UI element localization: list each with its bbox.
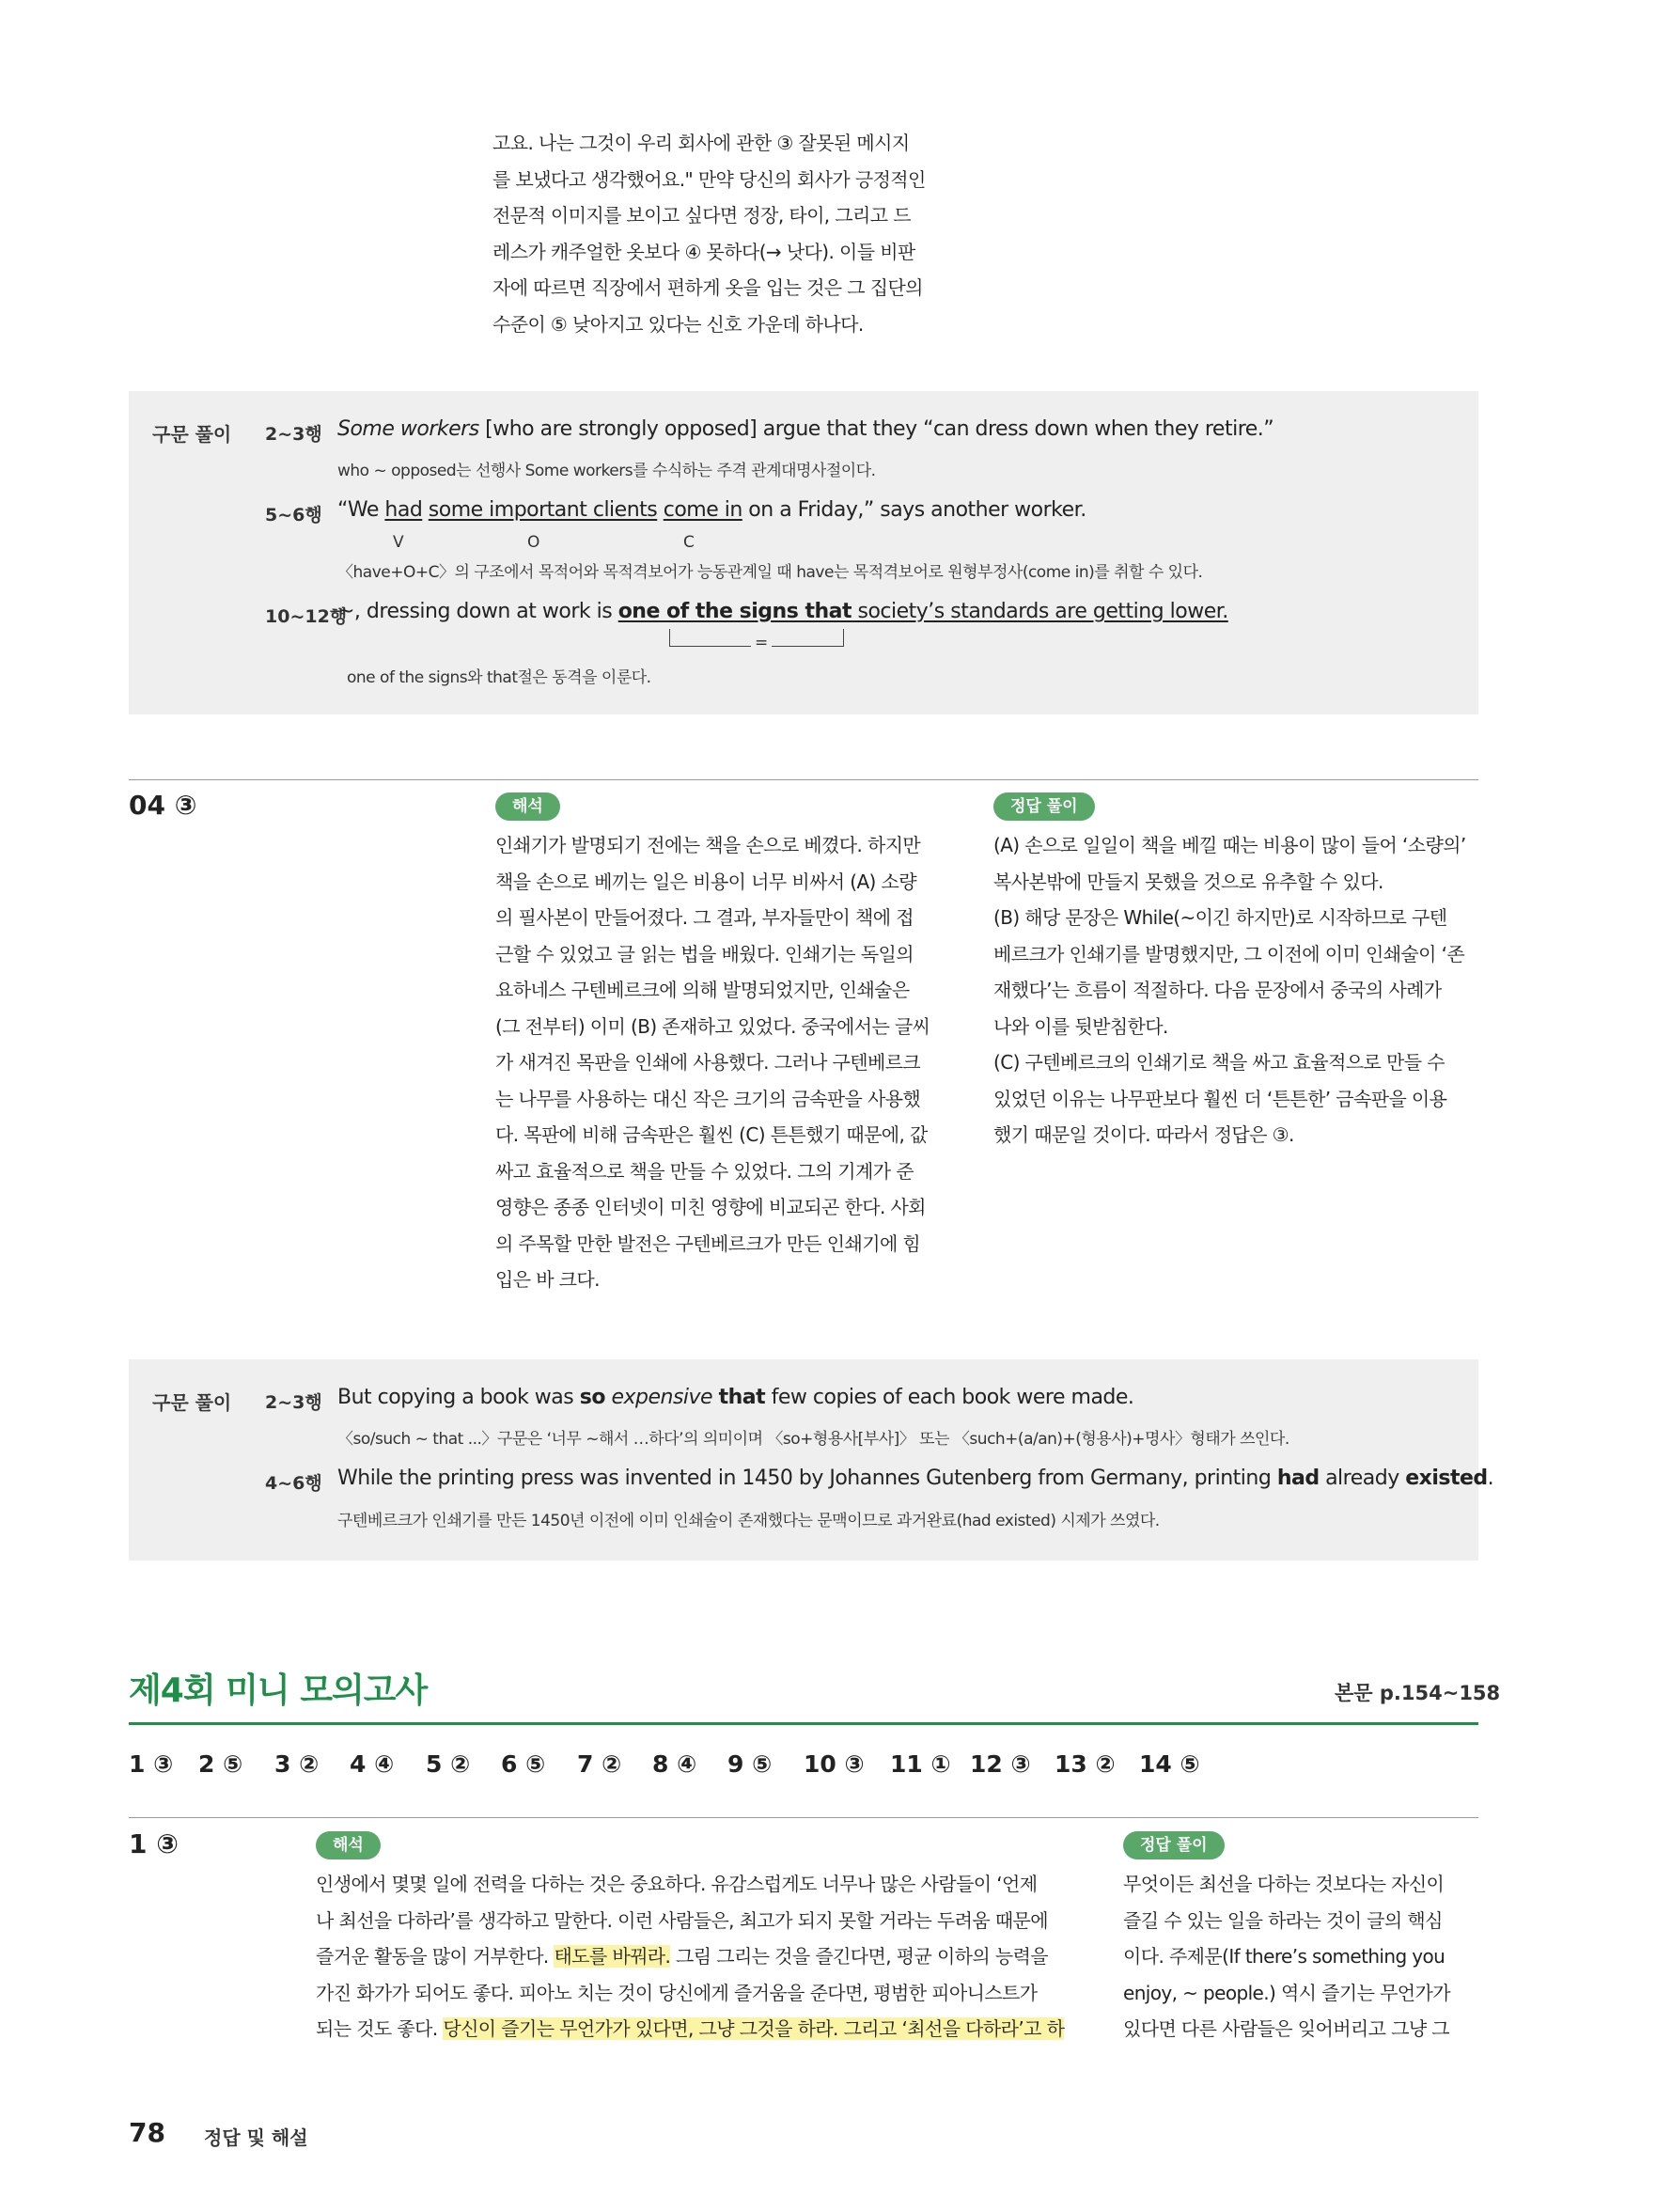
syntax-box-2 bbox=[129, 1359, 1494, 1561]
sentence-text: society’s standards are getting lower. bbox=[852, 600, 1228, 623]
syntax-heading: 구문 풀이 bbox=[152, 423, 232, 446]
text-line: 가 새겨진 목판을 인쇄에 사용했다. 그러나 구텐베르크 bbox=[495, 1051, 921, 1074]
syntax-note: 〈have+O+C〉의 구조에서 목적어와 목적격보어가 능동관계일 때 have는 목적격보어로 원형부정사(come in)를 취할 수 있다. bbox=[337, 563, 1203, 582]
text-line: 싸고 효율적으로 책을 만들 수 있었다. 그의 기계가 준 bbox=[495, 1159, 914, 1183]
answer-item: 5 ② bbox=[426, 1750, 471, 1778]
syntax-heading: 구문 풀이 bbox=[152, 1391, 232, 1414]
line-ref: 2~3행 bbox=[265, 1392, 322, 1413]
subject-text: Some workers bbox=[337, 417, 479, 441]
verb-mark: V bbox=[393, 533, 404, 552]
top-paragraph bbox=[492, 125, 962, 342]
text-line: 자에 따르면 직장에서 편하게 옷을 입는 것은 그 집단의 bbox=[492, 276, 923, 299]
text-line: 이다. 주제문(If there’s something you bbox=[1123, 1945, 1445, 1968]
text-line: enjoy, ~ people.) 역시 즐기는 무언가가 bbox=[1123, 1981, 1450, 2004]
bold-word: that bbox=[718, 1386, 766, 1409]
text-line: 를 보냈다고 생각했어요." 만약 당신의 회사가 긍정적인 bbox=[492, 167, 926, 191]
text-segment: 즐거운 활동을 많이 거부한다. bbox=[316, 1945, 555, 1968]
text-line: 근할 수 있었고 글 읽는 법을 배웠다. 인쇄기는 독일의 bbox=[495, 942, 914, 965]
text-line: 의 주목할 만한 발전은 구텐베르크가 만든 인쇄기에 힘 bbox=[495, 1232, 921, 1255]
sentence-text: “We bbox=[337, 498, 385, 522]
verb-text: had bbox=[384, 498, 423, 522]
sentence-text: . bbox=[1487, 1467, 1494, 1490]
text-line: (그 전부터) 이미 (B) 존재하고 있었다. 중국에서는 글씨 bbox=[495, 1014, 930, 1038]
object-text: some important clients bbox=[428, 498, 658, 522]
answer-item: 9 ⑤ bbox=[727, 1750, 773, 1778]
text-line: 무엇이든 최선을 다하는 것보다는 자신이 bbox=[1123, 1873, 1445, 1895]
highlighted-text: 당신이 즐기는 무언가가 있다면, 그냥 그것을 하라. 그리고 ‘최선을 다하라’고 하 bbox=[443, 2017, 1065, 2040]
text-line: 인생에서 몇몇 일에 전력을 다하는 것은 중요하다. 유감스럽게도 너무나 많은 사람들이 ‘언제 bbox=[316, 1873, 1038, 1895]
answer-item: 12 ③ bbox=[970, 1750, 1031, 1778]
sentence-text: few copies of each book were made. bbox=[765, 1386, 1134, 1409]
bold-word: so bbox=[579, 1386, 605, 1409]
text-line: (C) 구텐베르크의 인쇄기로 책을 싸고 효율적으로 만들 수 bbox=[993, 1051, 1445, 1074]
syntax-note: 구텐베르크가 인쇄기를 만든 1450년 이전에 이미 인쇄술이 존재했다는 문맥이므로 과거완료(had existed) 시제가 쓰였다. bbox=[337, 1512, 1160, 1530]
text-segment: 그림 그리는 것을 즐긴다면, 평균 이하의 능력을 bbox=[670, 1945, 1049, 1968]
question-number: 04 ③ bbox=[129, 790, 197, 821]
answer-item: 10 ③ bbox=[804, 1750, 865, 1778]
text-segment: 되는 것도 좋다. bbox=[316, 2017, 444, 2040]
equals-mark: = bbox=[751, 634, 772, 652]
text-line: 의 필사본이 만들어졌다. 그 결과, 부자들만이 책에 접 bbox=[495, 906, 914, 929]
text-line: 인쇄기가 발명되기 전에는 책을 손으로 베꼈다. 하지만 bbox=[495, 834, 921, 856]
complement-text: come in bbox=[663, 498, 742, 522]
text-line: 고요. 나는 그것이 우리 회사에 관한 ③ 잘못된 메시지 bbox=[492, 132, 910, 154]
text-line: 요하네스 구텐베르크에 의해 발명되었지만, 인쇄술은 bbox=[495, 979, 910, 1001]
highlighted-text: 태도를 바꿔라. bbox=[554, 1945, 671, 1968]
bold-word: existed bbox=[1405, 1467, 1488, 1490]
syntax-sentence bbox=[337, 1467, 1493, 1490]
sentence-text: ~, dressing down at work is bbox=[337, 600, 618, 623]
text-line: (A) 손으로 일일이 책을 베낄 때는 비용이 많이 들어 ‘소량의’ bbox=[993, 834, 1466, 856]
line-ref: 4~6행 bbox=[265, 1473, 322, 1494]
answer-item: 7 ② bbox=[577, 1750, 622, 1778]
page-reference: 본문 p.154~158 bbox=[1335, 1682, 1501, 1704]
bold-phrase: one of the signs that bbox=[617, 600, 852, 623]
sentence-text: [who are strongly opposed] argue that they “can dress down when they retire.” bbox=[478, 417, 1274, 441]
syntax-box-1 bbox=[129, 391, 1478, 714]
text-line: (B) 해당 문장은 While(~이긴 하지만)로 시작하므로 구텐 bbox=[993, 906, 1447, 929]
italic-word: expensive bbox=[611, 1386, 713, 1409]
text-line: 있다면 다른 사람들은 잊어버리고 그냥 그 bbox=[1123, 2017, 1450, 2040]
answer-explanation-pill: 정답 풀이 bbox=[1123, 1831, 1225, 1859]
translation-pill: 해석 bbox=[316, 1831, 381, 1859]
complement-mark: C bbox=[683, 533, 695, 552]
title-underline bbox=[129, 1722, 1478, 1725]
page-number: 78 bbox=[129, 2117, 165, 2148]
answer-item: 11 ① bbox=[890, 1750, 951, 1778]
syntax-note: one of the signs와 that절은 동격을 이룬다. bbox=[347, 668, 651, 687]
answer-item: 13 ② bbox=[1055, 1750, 1116, 1778]
translation-text bbox=[495, 827, 965, 1298]
text-line: 는 나무를 사용하는 대신 작은 크기의 금속판을 사용했 bbox=[495, 1087, 921, 1110]
section-divider bbox=[129, 779, 1478, 780]
explanation-text bbox=[1123, 1866, 1490, 2047]
answer-explanation-pill: 정답 풀이 bbox=[993, 792, 1095, 821]
answer-item: 6 ⑤ bbox=[501, 1750, 546, 1778]
text-line: 있었던 이유는 나무판보다 훨씬 더 ‘튼튼한’ 금속판을 이용 bbox=[993, 1087, 1447, 1110]
answer-item: 3 ② bbox=[274, 1750, 320, 1778]
text-line: 나와 이를 뒷받침한다. bbox=[993, 1014, 1168, 1038]
text-line: 복사본밖에 만들지 못했을 것으로 유추할 수 있다. bbox=[993, 870, 1383, 893]
text-line: 했기 때문일 것이다. 따라서 정답은 ③. bbox=[993, 1123, 1294, 1146]
answer-item: 14 ⑤ bbox=[1139, 1750, 1200, 1778]
syntax-sentence bbox=[337, 417, 1274, 441]
text-line: 가진 화가가 되어도 좋다. 피아노 치는 것이 당신에게 즐거움을 준다면, 평범한 피아니스트가 bbox=[316, 1981, 1038, 2004]
text-line bbox=[316, 2011, 1086, 2047]
sentence-text: on a Friday,” says another worker. bbox=[742, 498, 1086, 522]
text-line: 수준이 ⑤ 낮아지고 있다는 신호 가운데 하나다. bbox=[492, 312, 864, 336]
line-ref: 5~6행 bbox=[265, 505, 322, 526]
syntax-sentence bbox=[337, 1386, 1133, 1409]
line-ref: 10~12행 bbox=[265, 606, 348, 627]
sentence-text: already bbox=[1319, 1467, 1406, 1490]
sentence-text: But copying a book was bbox=[337, 1386, 580, 1409]
text-line bbox=[316, 1938, 1086, 1975]
footer-label: 정답 및 해설 bbox=[204, 2126, 308, 2149]
answer-item: 1 ③ bbox=[129, 1750, 174, 1778]
answer-item: 2 ⑤ bbox=[198, 1750, 243, 1778]
text-line: 즐길 수 있는 일을 하라는 것이 글의 핵심 bbox=[1123, 1908, 1443, 1932]
text-line: 입은 바 크다. bbox=[495, 1268, 600, 1291]
sentence-text: While the printing press was invented in 1450 by Johannes Gutenberg from Germany, printing bbox=[337, 1467, 1277, 1490]
syntax-note: 〈so/such ~ that ...〉구문은 ‘너무 ~해서 …하다’의 의미이며 〈so+형용사[부사]〉 또는 〈such+(a/an)+(형용사)+명사〉형태가 쓰인다. bbox=[337, 1430, 1289, 1449]
translation-text bbox=[316, 1866, 1086, 2047]
text-line: 전문적 이미지를 보이고 싶다면 정장, 타이, 그리고 드 bbox=[492, 204, 911, 227]
text-line: 다. 목판에 비해 금속판은 훨씬 (C) 튼튼했기 때문에, 값 bbox=[495, 1123, 928, 1146]
syntax-sentence bbox=[337, 600, 1228, 623]
answer-item: 4 ④ bbox=[350, 1750, 395, 1778]
text-line: 책을 손으로 베끼는 일은 비용이 너무 비싸서 (A) 소량 bbox=[495, 870, 916, 893]
question-number: 1 ③ bbox=[129, 1828, 179, 1859]
translation-pill: 해석 bbox=[495, 792, 560, 821]
syntax-note: who ~ opposed는 선행사 Some workers를 수식하는 주격 관계대명사절이다. bbox=[337, 462, 876, 480]
section-title: 제4회 미니 모의고사 bbox=[129, 1671, 428, 1710]
object-mark: O bbox=[527, 533, 539, 552]
text-line: 나 최선을 다하라’를 생각하고 말한다. 이런 사람들은, 최고가 되지 못할 거라는 두려움 때문에 bbox=[316, 1908, 1049, 1932]
text-line: 재했다’는 흐름이 적절하다. 다음 문장에서 중국의 사례가 bbox=[993, 979, 1442, 1001]
syntax-sentence bbox=[337, 498, 1086, 522]
answer-item: 8 ④ bbox=[652, 1750, 697, 1778]
text-line: 영향은 종종 인터넷이 미친 영향에 비교되곤 한다. 사회 bbox=[495, 1196, 926, 1218]
text-line: 베르크가 인쇄기를 발명했지만, 그 이전에 이미 인쇄술이 ‘존 bbox=[993, 942, 1465, 965]
line-ref: 2~3행 bbox=[265, 424, 322, 445]
explanation-text bbox=[993, 827, 1482, 1153]
section-divider bbox=[129, 1817, 1478, 1818]
bold-word: had bbox=[1276, 1467, 1320, 1490]
text-line: 레스가 캐주얼한 옷보다 ④ 못하다(→ 낫다). 이들 비판 bbox=[492, 240, 915, 263]
